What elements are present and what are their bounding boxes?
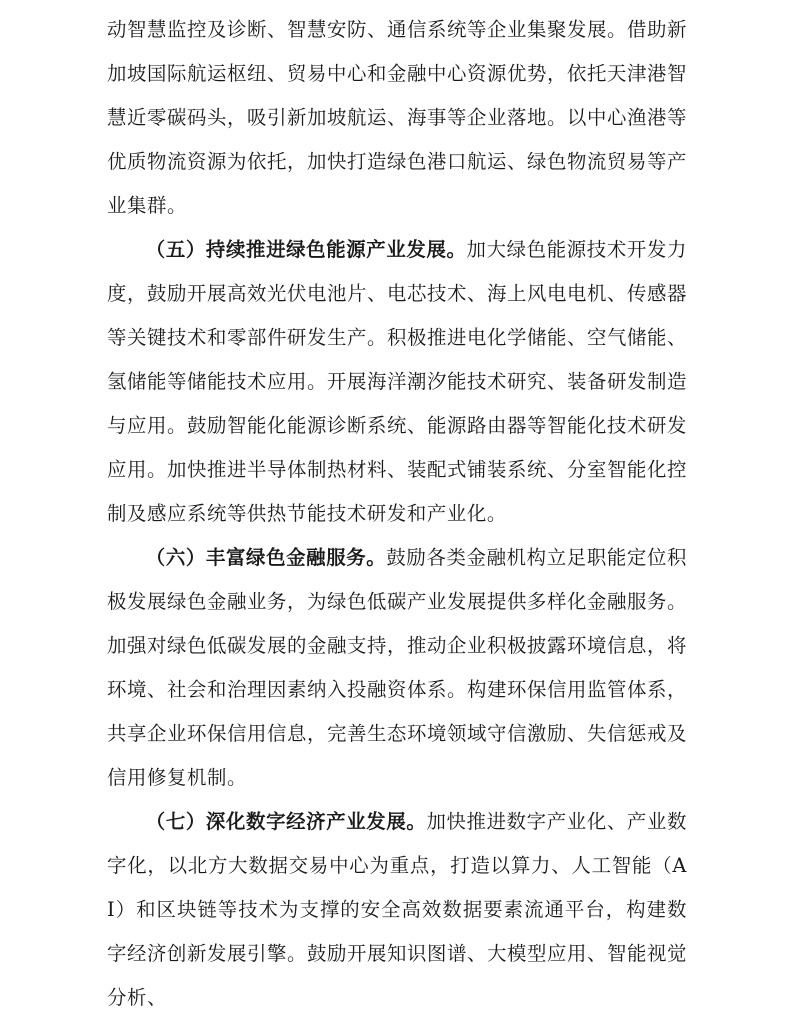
paragraph-text: 加大绿色能源技术开发力度，鼓励开展高效光伏电池片、电芯技术、海上风电电机、传感器等关键技术和零部件研发生产。积极推进电化学储能、空气储能、氢储能等储能技术应用。开展海洋潮汐能技术研究、装备研发制造与应用。鼓励智能化能源诊断系统、能源路由器等智能化技术研发应用。加快推进半导体制热材料、装配式铺装系统、分室智能化控制及感应系统等供热节能技术研发和产业化。 [107,238,687,525]
section-heading: （六）丰富绿色金融服务。 [145,546,387,569]
section-heading: （七）深化数字经济产业发展。 [145,810,427,833]
document-body [107,8,687,1020]
section-heading: （五）持续推进绿色能源产业发展。 [145,238,467,261]
paragraph-text: 加快推进数字产业化、产业数字化，以北方大数据交易中心为重点，打造以算力、人工智能（AI）和区块链等技术为支撑的安全高效数据要素流通平台，构建数字经济创新发展引擎。鼓励开展知识图谱、大模型应用、智能视觉分析、 [107,810,687,1009]
paragraph-continuation [107,8,687,228]
paragraph-green-finance [107,536,687,800]
paragraph-text: 鼓励各类金融机构立足职能定位积极发展绿色金融业务，为绿色低碳产业发展提供多样化金融服务。加强对绿色低碳发展的金融支持，推动企业积极披露环境信息，将环境、社会和治理因素纳入投融资体系。构建环保信用监管体系，共享企业环保信用信息，完善生态环境领域守信激励、失信惩戒及信用修复机制。 [107,546,688,789]
paragraph-text: 动智慧监控及诊断、智慧安防、通信系统等企业集聚发展。借助新加坡国际航运枢纽、贸易中心和金融中心资源优势，依托天津港智慧近零碳码头，吸引新加坡航运、海事等企业落地。以中心渔港等优质物流资源为依托，加快打造绿色港口航运、绿色物流贸易等产业集群。 [107,18,687,217]
paragraph-digital-economy [107,800,687,1020]
paragraph-green-energy [107,228,687,536]
